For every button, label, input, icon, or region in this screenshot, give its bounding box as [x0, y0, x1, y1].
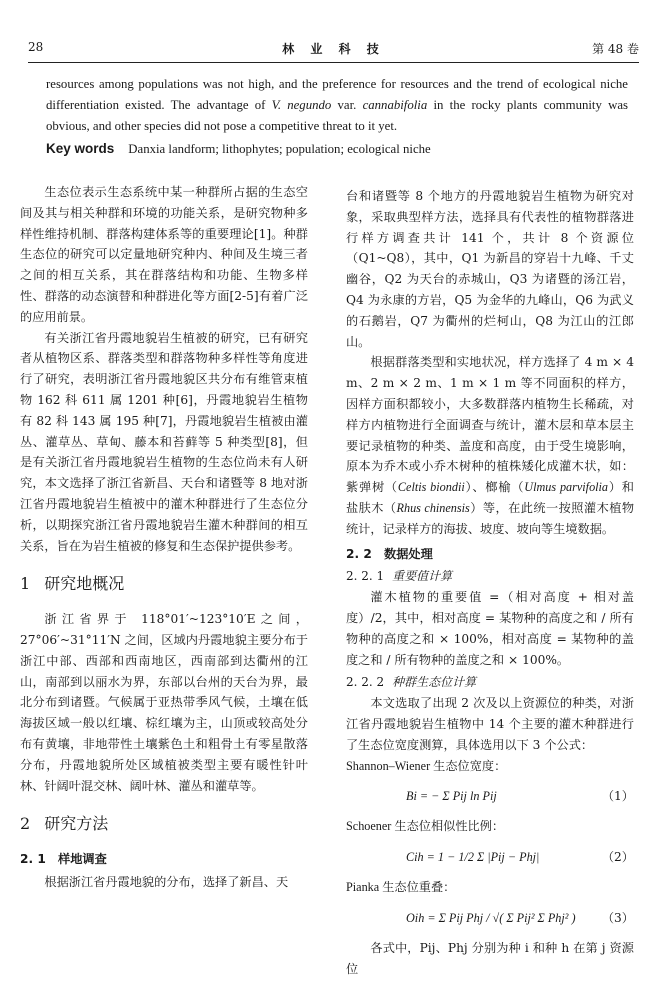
section-2-1-heading: 2. 1 样地调查 [20, 852, 107, 867]
quadrat-paragraph: 根据群落类型和实地状况，样方选择了 4 m × 4 m、2 m × 2 m、1 m × 1 m 等不同面积的样方，因样方面积都较小，大多数群落内植物生长稀疏，对样方内植物进行全面调查与统计，灌木层和草本层主要记录植物的种类、盖度和高度，由于受生境影响，原本为乔木或小乔木树种的植株矮化成灌木状，如：紫弹树（Celtis biondii）、榔榆（Ulmus parvifolia）和盐肤木（Rhus chinensis）等，在此统一按照灌木植物统计，记录样方的海拔、坡度、坡向等生境数据。 [346, 355, 635, 536]
volume-label: 第 48 卷 [592, 42, 639, 56]
formula-2-label: Schoener 生态位相似性比例： [346, 819, 505, 834]
formula-1: Bi = − Σ Pij ln Pij （1） [406, 788, 634, 803]
sampling-paragraph-start: 根据浙江省丹霞地貌的分布，选择了新昌、天 [44, 874, 289, 889]
formula-3: Oih = Σ Pij Phj / √( Σ Pij² Σ Phj² ) （3） [406, 910, 634, 925]
section-2-2-1-heading: 2. 2. 1 重要值计算 [346, 569, 453, 584]
formula-2: Cih = 1 − 1/2 Σ |Pij − Phj| （2） [406, 849, 634, 864]
importance-paragraph: 灌木植物的重要值 =（相对高度 + 相对盖度）/2，其中，相对高度 = 某物种的高度之和 / 所有物种的高度之和 × 100%，相对高度 = 某物种的盖度之和 / 所有物种的盖度之和 × 100%。 [346, 590, 634, 667]
section-2-2-heading: 2. 2 数据处理 [346, 546, 433, 561]
intro-paragraph-2: 有关浙江省丹霞地貌岩生植被的研究，已有研究者从植物区系、群落类型和群落物种多样性等角度进行了研究，表明浙江省丹霞地貌区共分布有维管束植物 162 科 611 属 1201 种[6]，丹霞地貌岩生植物有 82 科 143 属 195 种[7]，丹霞地貌岩生植被由灌丛、灌草丛、草甸、藤本和苔藓等 5 种类型[8]，但是有关浙江省丹霞地貌岩生植物的生态位尚未有人研究，本文选择了浙江省新昌、天台和诸暨等 8 地对浙江省丹霞地貌岩生植被中的灌木种群进行了生态位分析，以期探究浙江省丹霞地貌岩生灌木种群间的相互关系，旨在为岩生植被的修复和生态保护提供参考。 [20, 330, 308, 553]
page-number: 28 [28, 40, 44, 54]
niche-paragraph: 本文选取了出现 2 次及以上资源位的种类，对浙江省丹霞地貌岩生植物中 14 个主要的灌木种群进行了生态位宽度测算，具体选用以下 3 个公式： [346, 696, 634, 752]
formula-explanation: 各式中，Pij、Phj 分别为种 i 和种 h 在第 j 资源位 [346, 940, 634, 976]
study-area-paragraph: 浙江省界于 118°01′~123°10′E之间，27°06′~31°11′N 之间，区域内丹霞地貌主要分布于浙江中部、西部和西南地区，西南部到达衢州的江山，南部到以丽水为界，东部以台州的天台为界，最北分布到诸暨。气候属于亚热带季风气候，土壤在低海拔区域一般以红壤、棕红壤为主，山顶或较高处分布有黄壤，非地带性土壤紫色土和粗骨土有零星散落分布，丹霞地貌所处区域植被类型主要有暖性针叶林、针阔叶混交林、阔叶林、灌丛和灌草等。 [20, 612, 308, 793]
right-column [346, 186, 634, 980]
formula-1-label: Shannon–Wiener 生态位宽度： [346, 758, 507, 773]
section-2-2-2-heading: 2. 2. 2 种群生态位计算 [346, 675, 477, 690]
keywords [46, 141, 628, 157]
header-rule [28, 62, 639, 63]
intro-paragraph-1: 生态位表示生态系统中某一种群所占据的生态空间及其与相关种群和环境的功能关系，是研究物种多样性维持机制、群落构建体系等的重要理论[1]。种群生态位的研究可以定量地研究种内、种间及生境三者之间的相互关系，其在群落结构和功能、生物多样性、群落的动态演替和种群进化等方面[2-5]有着广泛的应用前景。 [20, 185, 308, 324]
keywords-label: Key words [46, 141, 115, 156]
keywords-text: Danxia landform; lithophytes; population; ecological niche [128, 142, 431, 156]
sampling-paragraph-cont: 台和诸暨等 8 个地方的丹霞地貌岩生植物为研究对象，采取典型样方法，选择具有代表性的植物群落进行样方调查共计 141 个，共计 8 个资源位（Q1~Q8），其中，Q1 为新昌的穿岩十九峰、千丈幽谷，Q2 为天台的赤城山，Q3 为诸暨的汤江岩，Q4 为永康的方岩，Q5 为金华的九峰山，Q6 为武义的石鹅岩，Q7 为衢州的烂柯山，Q8 为江山的江郎山。 [346, 189, 634, 349]
left-column [20, 182, 308, 893]
section-2-heading: 2 研究方法 [20, 814, 109, 834]
running-header [28, 36, 639, 60]
journal-title: 林 业 科 技 [282, 42, 385, 56]
formula-3-label: Pianka 生态位重叠： [346, 880, 456, 895]
section-1-heading: 1 研究地概况 [20, 574, 125, 594]
abstract-tail: resources among populations was not high, and the preference for resources and the trend of ecological niche differentiation existed. The advantage of V. negundo var. cannabifolia in the rocky plants community was obvious, and other species did not pose a competitive threat to it yet. [46, 77, 628, 133]
